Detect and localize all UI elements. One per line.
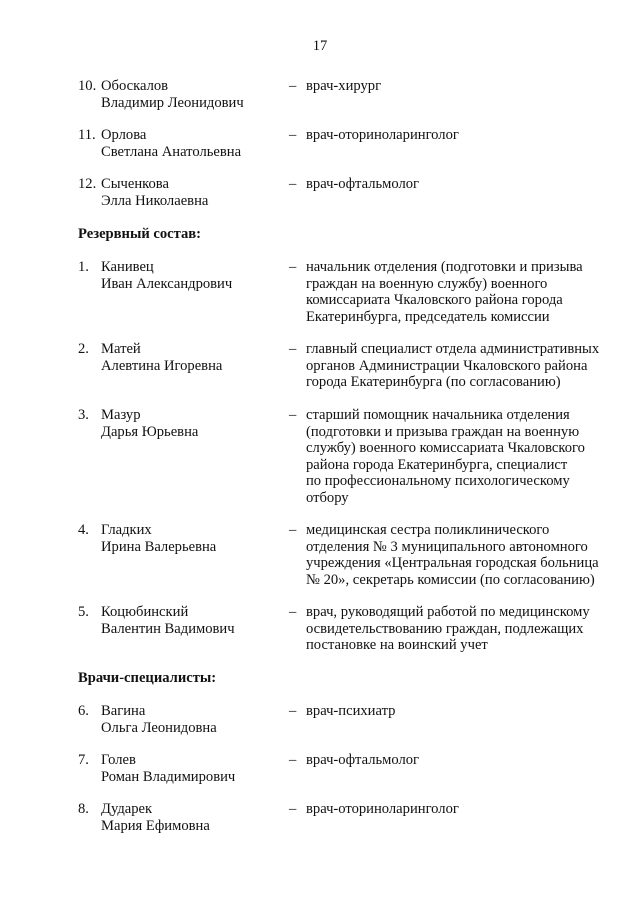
position	[306, 604, 618, 654]
position-line: отбору	[306, 489, 349, 506]
position	[306, 341, 618, 391]
surname: Голев	[101, 752, 136, 768]
person-name	[101, 522, 286, 555]
given-name: Алевтина Игоревна	[101, 357, 223, 374]
position-line: службу) военного комиссариата Чкаловского	[306, 440, 585, 457]
surname: Гладких	[101, 522, 152, 538]
position-line: по профессиональному психологическому	[306, 473, 570, 490]
given-name: Иван Александрович	[101, 275, 233, 292]
dash: –	[289, 176, 297, 192]
dash: –	[289, 752, 297, 768]
position-line: главный специалист отдела административных	[306, 341, 600, 357]
surname: Сыченкова	[101, 176, 169, 192]
given-name: Светлана Анатольевна	[101, 143, 242, 160]
position-line: врач-оториноларинголог	[306, 127, 459, 143]
position	[306, 78, 618, 95]
given-name: Ирина Валерьевна	[101, 538, 217, 555]
item-number: 2.	[78, 341, 89, 357]
position-line: (подготовки и призыва граждан на военную	[306, 423, 580, 440]
surname: Матей	[101, 341, 141, 357]
position-line: врач-оториноларинголог	[306, 801, 459, 817]
surname: Мазур	[101, 407, 141, 423]
item-number: 3.	[78, 407, 89, 423]
dash: –	[289, 604, 297, 620]
surname: Коцюбинский	[101, 604, 189, 620]
dash: –	[289, 801, 297, 817]
person-name	[101, 127, 286, 160]
surname: Обоскалов	[101, 78, 169, 94]
item-number: 12.	[78, 176, 97, 192]
item-number: 4.	[78, 522, 89, 538]
position-line: постановке на воинский учет	[306, 637, 488, 654]
position	[306, 522, 618, 588]
item-number: 1.	[78, 259, 89, 275]
item-number: 10.	[78, 78, 97, 94]
person-name	[101, 604, 286, 637]
dash: –	[289, 259, 297, 275]
given-name: Мария Ефимовна	[101, 817, 210, 834]
dash: –	[289, 407, 297, 423]
person-name	[101, 407, 286, 440]
dash: –	[289, 78, 297, 94]
given-name: Элла Николаевна	[101, 192, 209, 209]
position	[306, 176, 618, 193]
person-name	[101, 752, 286, 785]
section-heading-doctors: Врачи-специалисты:	[78, 670, 217, 686]
position-line: врач, руководящий работой по медицинскому	[306, 604, 590, 620]
position-line: органов Администрации Чкаловского района	[306, 357, 588, 374]
surname: Вагина	[101, 703, 146, 719]
position-line: города Екатеринбурга (по согласованию)	[306, 374, 561, 391]
position	[306, 127, 618, 144]
position	[306, 407, 618, 507]
person-name	[101, 801, 286, 834]
position	[306, 752, 618, 769]
item-number: 11.	[78, 127, 96, 143]
section-heading-reserve: Резервный состав:	[78, 226, 202, 242]
item-number: 8.	[78, 801, 89, 817]
surname: Дударек	[101, 801, 153, 817]
position	[306, 703, 618, 720]
dash: –	[289, 127, 297, 143]
position-line: врач-офтальмолог	[306, 752, 420, 768]
position-line: старший помощник начальника отделения	[306, 407, 570, 423]
given-name: Валентин Вадимович	[101, 620, 235, 637]
person-name	[101, 341, 286, 374]
position-line: комиссариата Чкаловского района города	[306, 292, 563, 309]
surname: Канивец	[101, 259, 154, 275]
dash: –	[289, 522, 297, 538]
dash: –	[289, 703, 297, 719]
position-line: учреждения «Центральная городская больница	[306, 555, 599, 572]
position-line: медицинская сестра поликлинического	[306, 522, 550, 538]
position-line: врач-психиатр	[306, 703, 396, 719]
position-line: врач-хирург	[306, 78, 382, 94]
given-name: Владимир Леонидович	[101, 94, 244, 111]
position	[306, 801, 618, 818]
position-line: района города Екатеринбурга, специалист	[306, 456, 568, 473]
position-line: Екатеринбурга, председатель комиссии	[306, 308, 550, 325]
dash: –	[289, 341, 297, 357]
person-name	[101, 176, 286, 209]
position-line: начальник отделения (подготовки и призыва	[306, 259, 583, 275]
given-name: Роман Владимирович	[101, 768, 236, 785]
person-name	[101, 259, 286, 292]
position	[306, 259, 618, 325]
person-name	[101, 78, 286, 111]
position-line: отделения № 3 муниципального автономного	[306, 538, 588, 555]
position-line: врач-офтальмолог	[306, 176, 420, 192]
surname: Орлова	[101, 127, 147, 143]
position-line: граждан на военную службу) военного	[306, 275, 548, 292]
person-name	[101, 703, 286, 736]
position-line: № 20», секретарь комиссии (по согласованию)	[306, 571, 595, 588]
given-name: Дарья Юрьевна	[101, 423, 199, 440]
position-line: освидетельствованию граждан, подлежащих	[306, 620, 584, 637]
page-number: 17	[312, 38, 328, 54]
item-number: 5.	[78, 604, 89, 620]
item-number: 6.	[78, 703, 89, 719]
item-number: 7.	[78, 752, 89, 768]
given-name: Ольга Леонидовна	[101, 719, 217, 736]
